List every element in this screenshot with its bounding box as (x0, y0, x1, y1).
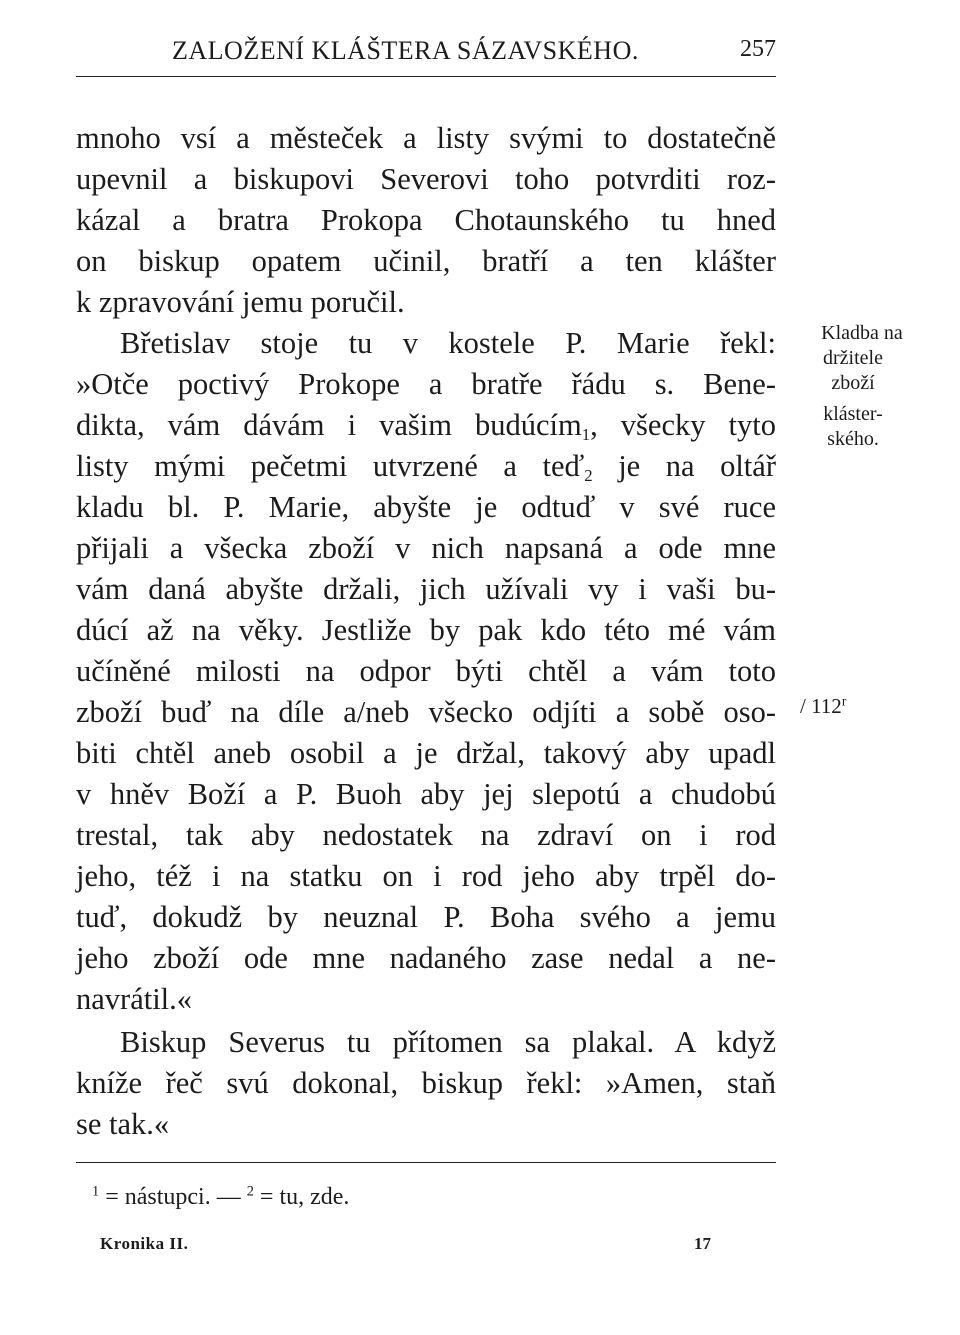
text-line: dúcí až na věky. Jestliže by pak kdo této mé vám (76, 613, 776, 647)
text-line: trestal, tak aby nedostatek na zdraví on i rod (76, 818, 776, 852)
text-line: tuď, dokudž by neuznal P. Boha svého a jemu (76, 900, 776, 934)
text-line (76, 446, 776, 486)
text-line: Biskup Severus tu přítomen sa plakal. A když (120, 1025, 776, 1059)
text-line: kladu bl. P. Marie, abyšte je odtuď v své ruce (76, 490, 776, 524)
text-line: přijali a všecka zboží v nich napsaná a ode mne (76, 531, 776, 565)
running-title: ZALOŽENÍ KLÁŠTERA SÁZAVSKÉHO. (172, 36, 639, 65)
text-line (76, 405, 776, 445)
signature-mark: Kronika II. (100, 1234, 189, 1253)
margin-note-line: držitele (823, 347, 883, 369)
text-line: jeho, též i na statku on i rod jeho aby trpěl do- (76, 859, 776, 893)
footnote-mark-1: 1 (92, 1183, 100, 1200)
footnote-ref-2: 2 (584, 466, 593, 486)
margin-note-line: Kladba na (821, 322, 903, 344)
text-line: kázal a bratra Prokopa Chotaunského tu hned (76, 203, 776, 237)
footnote-rule (76, 1162, 776, 1163)
text-line: k zpravování jemu poručil. (76, 285, 405, 319)
folio-number: / 112 (800, 694, 842, 718)
sheet-number: 17 (694, 1234, 711, 1253)
footnote-mark-2: 2 (246, 1183, 254, 1200)
folio-mark (800, 694, 846, 719)
header-rule (76, 76, 776, 77)
folio-side: r (841, 693, 847, 709)
text-line: navrátil.« (76, 982, 193, 1016)
text-line: biti chtěl aneb osobil a je držal, takový aby upadl (76, 736, 776, 770)
line-text-tail: je na oltář (592, 449, 776, 483)
text-line: zboží buď na díle a/neb všecko odjíti a sobě oso- (76, 695, 776, 729)
margin-note-line: ského. (827, 428, 879, 450)
text-line: »Otče poctivý Prokope a bratře řádu s. Bene- (76, 367, 776, 401)
margin-note-line: zboží (831, 372, 875, 394)
page-number: 257 (740, 36, 776, 62)
footnote-2-text: = tu, zde. (253, 1184, 350, 1210)
text-line: učíněné milosti na odpor býti chtěl a vám toto (76, 654, 776, 688)
text-line: on biskup opatem učinil, bratří a ten klášter (76, 244, 776, 278)
text-line: kníže řeč svú dokonal, biskup řekl: »Amen, staň (76, 1066, 776, 1100)
line-text: listy mými pečetmi utvrzené a teď (76, 449, 585, 483)
footnote-1-text: = nástupci. — (99, 1184, 247, 1210)
text-line: jeho zboží ode mne nadaného zase nedal a ne- (76, 941, 776, 975)
margin-note-line: kláster- (823, 403, 883, 425)
text-line: Břetislav stoje tu v kostele P. Marie řekl: (120, 326, 776, 360)
footnote-ref-1: 1 (581, 425, 591, 445)
text-line: vám daná abyšte držali, jich užívali vy i vaši bu- (76, 572, 776, 606)
line-text: dikta, vám dávám i vašim budúcím (76, 408, 582, 442)
text-line: mnoho vsí a městeček a listy svými to dostatečně (76, 121, 776, 155)
text-line: upevnil a biskupovi Severovi toho potvrditi roz- (76, 162, 776, 196)
footnotes (92, 1184, 349, 1211)
line-text-tail: , všecky tyto (590, 408, 776, 442)
text-line: se tak.« (76, 1107, 170, 1141)
text-line: v hněv Boží a P. Buoh aby jej slepotú a chudobú (76, 777, 776, 811)
running-head (76, 30, 776, 70)
